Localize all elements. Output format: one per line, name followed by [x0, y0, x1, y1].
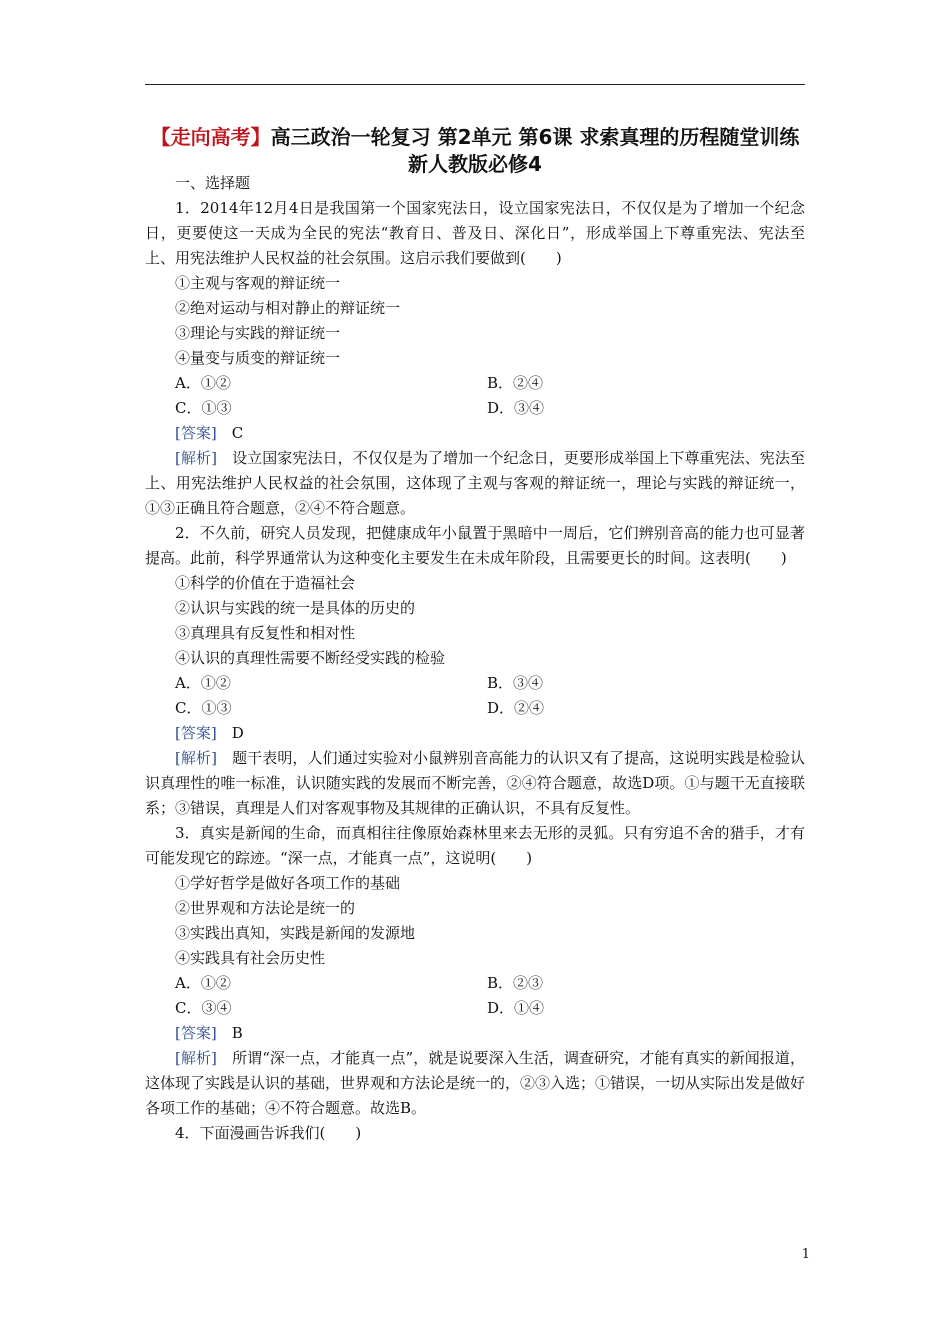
- question-item: ①学好哲学是做好各项工作的基础: [175, 874, 401, 892]
- option-d: D．②④: [487, 699, 545, 717]
- option-c: C．①③: [175, 399, 232, 417]
- question-item: ①主观与客观的辩证统一: [175, 274, 341, 292]
- question-item: ②世界观和方法论是统一的: [175, 899, 356, 917]
- answer-value: B: [231, 1024, 243, 1042]
- analysis-tag: [解析]: [175, 449, 217, 467]
- question-stem: 1．2014年12月4日是我国第一个国家宪法日，设立国家宪法日，不仅仅是为了增加一个纪念日，更要使这一天成为全民的宪法“教育日、普及日、深化日”，形成举国上下尊重宪法、宪法至上、用宪法维护人民权益的社会氛围。这启示我们要做到( ): [145, 199, 805, 267]
- question-item: ③真理具有反复性和相对性: [175, 624, 356, 642]
- answer-tag: [答案]: [175, 724, 217, 742]
- option-c: C．③④: [175, 999, 232, 1017]
- options-row: [145, 971, 805, 996]
- options-row: [145, 671, 805, 696]
- page-title: [145, 124, 805, 178]
- question-item: ③理论与实践的辩证统一: [175, 324, 341, 342]
- option-d: D．③④: [487, 399, 545, 417]
- question-item: ①科学的价值在于造福社会: [175, 574, 356, 592]
- content: [145, 171, 805, 1146]
- question-2: [145, 521, 805, 821]
- analysis: [145, 446, 805, 521]
- answer-tag: [答案]: [175, 424, 217, 442]
- question-item: ②绝对运动与相对静止的辩证统一: [175, 299, 401, 317]
- title-lead: 【走向高考】: [150, 125, 271, 149]
- question-stem: 3．真实是新闻的生命，而真相往往像原始森林里来去无形的灵狐。只有穷追不舍的猎手，才有可能发现它的踪迹。“深一点，才能真一点”，这说明( ): [145, 824, 805, 867]
- section-heading: 一、选择题: [175, 174, 251, 192]
- question-item: ③实践出真知，实践是新闻的发源地: [175, 924, 416, 942]
- options-row: [145, 996, 805, 1021]
- analysis-tag: [解析]: [175, 1049, 217, 1067]
- question-3: [145, 821, 805, 1121]
- option-a: A．①②: [175, 674, 231, 692]
- question-item: ②认识与实践的统一是具体的历史的: [175, 599, 416, 617]
- analysis: [145, 1046, 805, 1121]
- question-4-stem: 4．下面漫画告诉我们( ): [175, 1124, 362, 1142]
- options-row: [145, 396, 805, 421]
- options-row: [145, 696, 805, 721]
- answer-line: [145, 421, 805, 446]
- question-stem: 2．不久前，研究人员发现，把健康成年小鼠置于黑暗中一周后，它们辨别音高的能力也可显著提高。此前，科学界通常认为这种变化主要发生在未成年阶段，且需要更长的时间。这表明( ): [145, 524, 805, 567]
- analysis-tag: [解析]: [175, 749, 217, 767]
- option-b: B．②③: [487, 974, 544, 992]
- option-a: A．①②: [175, 374, 231, 392]
- question-1: [145, 196, 805, 521]
- answer-line: [145, 721, 805, 746]
- top-rule: [145, 84, 805, 85]
- analysis: [145, 746, 805, 821]
- option-b: B．②④: [487, 374, 544, 392]
- question-item: ④量变与质变的辩证统一: [175, 349, 341, 367]
- option-b: B．③④: [487, 674, 544, 692]
- answer-tag: [答案]: [175, 1024, 217, 1042]
- option-d: D．①④: [487, 999, 545, 1017]
- option-a: A．①②: [175, 974, 231, 992]
- answer-value: C: [231, 424, 244, 442]
- page-number: 1: [801, 1247, 810, 1262]
- answer-value: D: [231, 724, 244, 742]
- analysis-text: 所谓“深一点，才能真一点”，就是说要深入生活，调查研究，才能有真实的新闻报道，这体现了实践是认识的基础，世界观和方法论是统一的，②③入选；①错误，一切从实际出发是做好各项工作的基础；④不符合题意。故选B。: [145, 1049, 806, 1117]
- question-item: ④实践具有社会历史性: [175, 949, 326, 967]
- answer-line: [145, 1021, 805, 1046]
- question-item: ④认识的真理性需要不断经受实践的检验: [175, 649, 446, 667]
- title-rest: 高三政治一轮复习 第2单元 第6课 求索真理的历程随堂训练 新人教版必修4: [270, 125, 800, 176]
- option-c: C．①③: [175, 699, 232, 717]
- options-row: [145, 371, 805, 396]
- analysis-text: 设立国家宪法日，不仅仅是为了增加一个纪念日，更要形成举国上下尊重宪法、宪法至上、用宪法维护人民权益的社会氛围，这体现了主观与客观的辩证统一，理论与实践的辩证统一，①③正确且符合题意，②④不符合题意。: [145, 449, 805, 517]
- analysis-text: 题干表明，人们通过实验对小鼠辨别音高能力的认识又有了提高，这说明实践是检验认识真理性的唯一标准，认识随实践的发展而不断完善，②④符合题意，故选D项。①与题干无直接联系；③错误，真理是人们对客观事物及其规律的正确认识，不具有反复性。: [145, 749, 805, 817]
